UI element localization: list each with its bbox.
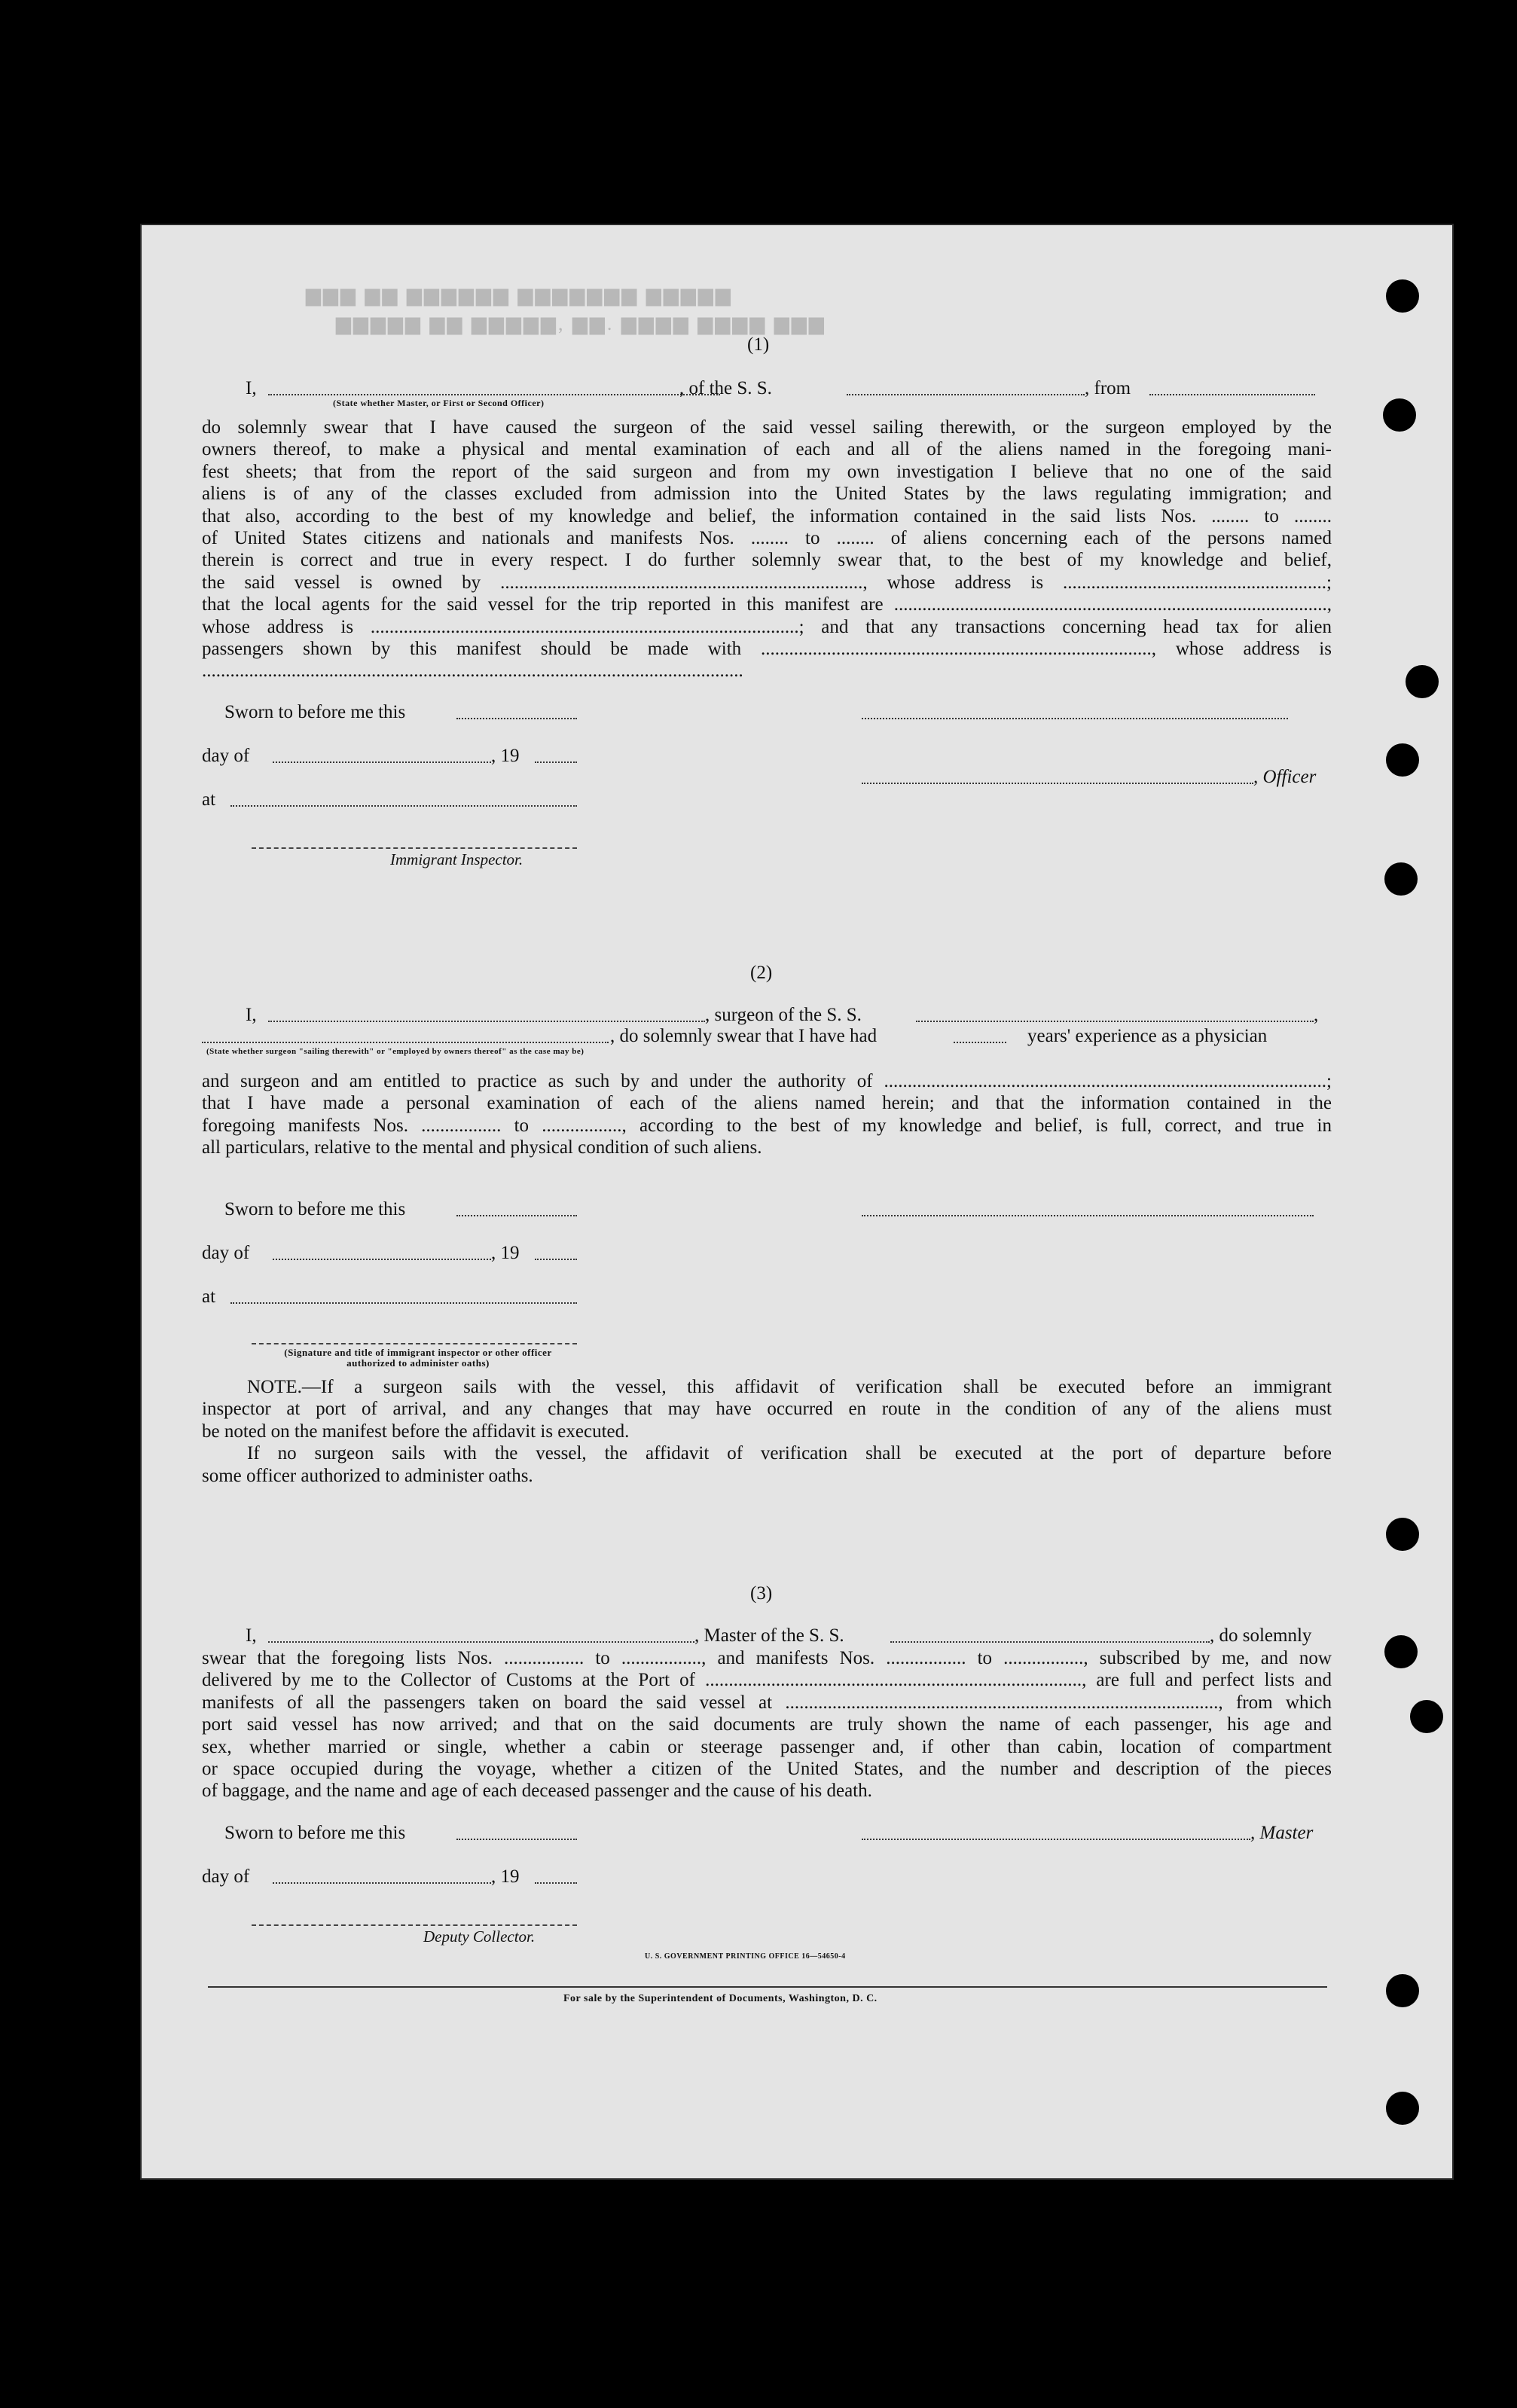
- punch-hole: [1383, 398, 1416, 432]
- day-of-label: day of: [202, 746, 250, 766]
- sworn-label: Sworn to before me this: [224, 1823, 406, 1843]
- year-field[interactable]: [535, 1259, 577, 1260]
- body-line: fest sheets; that from the report of the said surgeon and from my own investigation I believe that no one of the said: [202, 461, 1332, 482]
- body-line: of baggage, and the name and age of each deceased passenger and the cause of his death.: [202, 1781, 872, 1802]
- sworn-label: Sworn to before me this: [224, 702, 406, 722]
- ship-name-field[interactable]: [916, 1021, 1314, 1022]
- section-2-number: (2): [750, 963, 773, 983]
- section-3-number: (3): [750, 1583, 773, 1604]
- punch-hole: [1410, 1700, 1443, 1733]
- day-of-field[interactable]: [273, 761, 491, 763]
- footer-rule: [208, 1986, 1327, 1988]
- note-line: If no surgeon sails with the vessel, the affidavit of verification shall be executed at the port of departure before: [247, 1443, 1332, 1464]
- years-field[interactable]: [954, 1042, 1006, 1043]
- surgeon-of-ss-label: , surgeon of the S. S.: [705, 1005, 862, 1025]
- signature-note: (Signature and title of immigrant inspector or other officer authorized to administer oaths): [284, 1347, 552, 1369]
- bleed-through-text: ▆▆▆▆▆ ▆▆ ▆▆▆▆▆, ▆▆. ▆▆▆▆ ▆▆▆▆ ▆▆▆: [336, 313, 826, 334]
- printing-office-imprint: U. S. GOVERNMENT PRINTING OFFICE 16—54650-4: [645, 1952, 846, 1961]
- section-1-i: I,: [246, 378, 257, 398]
- punch-hole: [1386, 1974, 1419, 2007]
- master-label: , Master: [1250, 1823, 1314, 1843]
- body-line: that the local agents for the said vessel for the trip reported in this manifest are ............................................................................................,: [202, 594, 1332, 615]
- sworn-date-field[interactable]: [456, 1839, 577, 1840]
- day-of-field[interactable]: [273, 1259, 491, 1260]
- day-of-field[interactable]: [273, 1882, 491, 1884]
- body-line: that also, according to the best of my knowledge and belief, the information contained in the said lists Nos. ........ to ........: [202, 505, 1332, 526]
- punch-hole: [1386, 743, 1419, 777]
- year-field[interactable]: [535, 761, 577, 763]
- at-field[interactable]: [230, 805, 577, 807]
- from-label: , from: [1085, 378, 1131, 398]
- deputy-label: Deputy Collector.: [423, 1927, 536, 1946]
- officer-signature-field[interactable]: [862, 718, 1288, 719]
- body-line: of United States citizens and nationals and manifests Nos. ........ to ........ of aliens concerning each of the persons named: [202, 528, 1332, 549]
- punch-hole: [1386, 279, 1419, 313]
- body-line: and surgeon and am entitled to practice as such by and under the authority of ..............................................................................................;: [202, 1071, 1332, 1091]
- section-3-body: [202, 1647, 1332, 1802]
- body-line: swear that the foregoing lists Nos. ................. to ................., and manifests Nos. ................. to ................., subscribed by me, and now: [202, 1648, 1332, 1668]
- body-line: delivered by me to the Collector of Customs at the Port of ................................................................................, are full and perfect lists and: [202, 1670, 1332, 1691]
- sworn-date-field[interactable]: [456, 718, 577, 719]
- at-label: at: [202, 1286, 216, 1307]
- note-line: some officer authorized to administer oaths.: [202, 1465, 533, 1486]
- swear-label: , do solemnly swear that I have had: [610, 1026, 878, 1046]
- punch-hole: [1384, 862, 1418, 896]
- surgeon-name-field[interactable]: [268, 1021, 705, 1022]
- section-3-i: I,: [246, 1625, 257, 1646]
- body-line: the said vessel is owned by ............................................................................., whose address is ........................................................;: [202, 572, 1332, 593]
- body-line: port said vessel has now arrived; and that on the said documents are truly shown the name of each passenger, his age and: [202, 1714, 1332, 1735]
- ship-name-field[interactable]: [890, 1641, 1210, 1643]
- punch-hole: [1384, 1635, 1418, 1668]
- surgeon-note: (State whether surgeon "sailing therewith" or "employed by owners thereof" as the case may be): [206, 1047, 585, 1056]
- of-ss-label: , of the S. S.: [679, 378, 772, 398]
- body-line: or space occupied during the voyage, whether a citizen of the United States, and the number and description of the pieces: [202, 1759, 1332, 1780]
- day-of-label: day of: [202, 1243, 250, 1263]
- master-name-field[interactable]: [268, 1641, 694, 1643]
- body-line: that I have made a personal examination of each of the aliens named herein; and that the information contained in the: [202, 1093, 1332, 1114]
- year-label: , 19: [491, 1866, 520, 1887]
- officer-note: (State whether Master, or First or Second Officer): [333, 398, 545, 408]
- body-line: ...................................................................................................................: [202, 661, 743, 682]
- authorized-signature-line[interactable]: [252, 1343, 577, 1344]
- bleed-through-text: ▆▆▆ ▆▆ ▆▆▆▆▆▆ ▆▆▆▆▆▆▆ ▆▆▆▆▆: [306, 284, 733, 306]
- inspector-label: Immigrant Inspector.: [390, 850, 523, 868]
- year-label: , 19: [491, 746, 520, 766]
- at-label: at: [202, 789, 216, 810]
- body-line: sex, whether married or single, whether a cabin or steerage passenger and, if other than cabin, location of compartment: [202, 1736, 1332, 1757]
- note-line: be noted on the manifest before the affidavit is executed.: [202, 1421, 630, 1442]
- comma: ,: [1314, 1005, 1319, 1025]
- master-of-ss-label: , Master of the S. S.: [694, 1625, 844, 1646]
- officer-name-field[interactable]: [268, 394, 720, 395]
- year-field[interactable]: [535, 1882, 577, 1884]
- body-line: therein is correct and true in every respect. I do further solemnly swear that, to the best of my knowledge and belief,: [202, 550, 1332, 571]
- punch-hole: [1386, 1518, 1419, 1551]
- year-label: , 19: [491, 1243, 520, 1263]
- section-2-body: [202, 1070, 1332, 1159]
- officer-label: , Officer: [1253, 767, 1317, 787]
- surgeon-type-field[interactable]: [202, 1042, 609, 1043]
- surgeon-signature-field[interactable]: [862, 1215, 1314, 1216]
- sale-notice: For sale by the Superintendent of Documents, Washington, D. C.: [563, 1993, 878, 2004]
- punch-hole: [1406, 665, 1439, 698]
- section-1-number: (1): [747, 334, 770, 355]
- note-block: [202, 1376, 1332, 1487]
- sworn-date-field[interactable]: [456, 1215, 577, 1216]
- section-2-i: I,: [246, 1005, 257, 1025]
- day-of-label: day of: [202, 1866, 250, 1887]
- body-line: passengers shown by this manifest should be made with ..................................................................................., whose address is: [202, 639, 1332, 660]
- body-line: foregoing manifests Nos. ................. to ................., according to the best of my knowledge and belief, is full, correct, and true in: [202, 1115, 1332, 1136]
- note-line: NOTE.—If a surgeon sails with the vessel, this affidavit of verification shall be executed before an immigrant: [247, 1377, 1332, 1397]
- body-line: all particulars, relative to the mental and physical condition of such aliens.: [202, 1137, 762, 1158]
- section-1-body: [202, 417, 1332, 682]
- body-line: whose address is ...........................................................................................; and that any transactions concerning head tax for alien: [202, 616, 1332, 637]
- body-line: aliens is of any of the classes excluded from admission into the United States by the laws regulating immigration; and: [202, 484, 1332, 505]
- body-line: owners thereof, to make a physical and mental examination of each and all of the aliens named in the foregoing mani-: [202, 439, 1332, 460]
- ship-name-field[interactable]: [847, 394, 1085, 395]
- years-label: years' experience as a physician: [1027, 1026, 1268, 1046]
- note-line: inspector at port of arrival, and any changes that may have occurred en route in the condition of any of the aliens must: [202, 1399, 1332, 1420]
- officer-title-field[interactable]: [862, 783, 1253, 784]
- body-line: manifests of all the passengers taken on board the said vessel at ............................................................................................, from which: [202, 1692, 1332, 1713]
- at-field[interactable]: [230, 1302, 577, 1304]
- solemnly-label: , do solemnly: [1210, 1625, 1312, 1646]
- body-line: do solemnly swear that I have caused the surgeon of the said vessel sailing therewith, or the surgeon employed by the: [202, 417, 1332, 438]
- from-port-field[interactable]: [1149, 394, 1315, 395]
- punch-hole: [1386, 2092, 1419, 2125]
- inspector-signature-line[interactable]: [252, 847, 577, 849]
- collector-signature-line[interactable]: [252, 1924, 577, 1926]
- sworn-label: Sworn to before me this: [224, 1199, 406, 1219]
- manifest-verification-page: [140, 224, 1454, 2180]
- master-signature-field[interactable]: [862, 1839, 1250, 1840]
